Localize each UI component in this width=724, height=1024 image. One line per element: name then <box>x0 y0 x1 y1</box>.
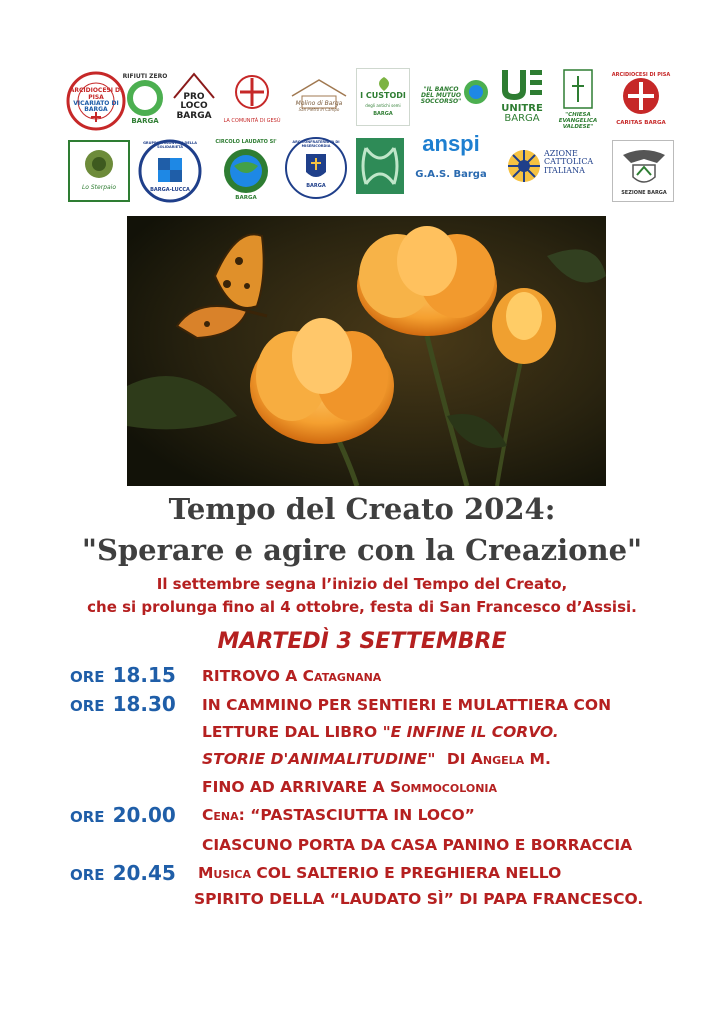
ore-label: ORE <box>70 808 105 826</box>
schedule-activity: Musica COL SALTERIO E PREGHIERA NELLO <box>198 864 562 882</box>
logo-text: ITALIANA <box>544 165 585 175</box>
logo-text: UNITRE <box>501 102 543 114</box>
logo-text: SEZIONE BARGA <box>621 190 667 196</box>
logo-text: CARITAS BARGA <box>616 119 666 126</box>
logo-gruppo-volontari-solidarieta <box>138 138 202 204</box>
book-title: "E INFINE IL CORVO. <box>382 723 559 741</box>
schedule-time <box>70 803 176 827</box>
logo-text: Molino di Barga <box>295 99 343 107</box>
logo-text: LA COMUNITÀ DI GESÙ <box>223 118 281 125</box>
sterpaio-tree-icon <box>70 142 130 202</box>
logo-text: BARGA-LUCCA <box>150 187 190 193</box>
logo-comunita-di-gesu <box>220 66 284 132</box>
ore-label: ORE <box>70 668 105 686</box>
activity-text: LETTURE DAL LIBRO <box>202 723 378 741</box>
logo-text: BARGA <box>306 183 326 189</box>
logo-unitre-barga <box>494 64 550 128</box>
logo-text: "CHIESA EVANGELICA <box>558 112 598 125</box>
logo-text: VALDESE" <box>562 123 594 130</box>
logo-lo-sterpaio <box>68 140 130 202</box>
logo-text: LOCO <box>180 101 208 112</box>
logo-cai-sezione-barga <box>612 140 674 202</box>
logo-text: "IL BANCO <box>423 85 459 93</box>
book-title: STORIE D'ANIMALITUDINE" <box>202 750 436 768</box>
logo-molino-di-barga <box>284 70 354 118</box>
logo-text: BARGA <box>176 110 212 121</box>
schedule-activity: FINO AD ARRIVARE A Sommocolonia <box>202 778 498 796</box>
logo-text: PRO <box>183 91 205 102</box>
logo-text: degli antichi semi <box>365 102 401 108</box>
activity-text: DI Angela M. <box>446 750 551 768</box>
page-title: Tempo del Creato 2024: <box>168 492 556 526</box>
schedule-activity: SPIRITO DELLA “LAUDATO SÌ” DI PAPA FRANCESCO. <box>194 890 644 908</box>
schedule-time <box>70 861 176 885</box>
logo-caritas-barga <box>610 66 672 132</box>
ore-label: ORE <box>70 697 105 715</box>
logo-il-banco-mutuo-soccorso <box>412 70 492 122</box>
logo-azione-cattolica <box>504 146 604 186</box>
time-value: 18.15 <box>112 663 176 687</box>
logo-rifiuti-zero-barga <box>122 68 168 132</box>
schedule-time <box>70 663 176 687</box>
logo-i-custodi <box>356 68 410 126</box>
schedule-time <box>70 692 176 716</box>
logo-anspi-gas-barga <box>408 134 494 190</box>
logo-text: BARGA <box>235 195 257 201</box>
logo-circolo-laudato-si <box>210 136 282 206</box>
time-value: 20.00 <box>112 803 176 827</box>
logo-text: Lo Sterpaio <box>81 183 117 191</box>
schedule-activity: RITROVO A Catagnana <box>202 667 382 685</box>
intro-line: che si prolunga fino al 4 ottobre, festa di San Francesco d’Assisi. <box>87 598 637 616</box>
logo-text: BARGA <box>131 117 159 126</box>
ore-label: ORE <box>70 866 105 884</box>
time-value: 18.30 <box>112 692 176 716</box>
butterfly-flower-illustration <box>127 216 606 486</box>
logo-arciconfraternita-misericordia <box>284 132 348 204</box>
logo-text: AZIONE <box>544 149 578 158</box>
logo-text: RIFIUTI ZERO <box>122 73 168 81</box>
logo-arcidiocesi-pisa-vicariato <box>66 70 126 132</box>
logo-text: CATTOLICA <box>544 157 594 167</box>
logo-text: BARGA <box>504 113 540 124</box>
schedule-activity: IN CAMMINO PER SENTIERI E MULATTIERA CON <box>202 696 612 714</box>
logo-chiesa-evangelica-valdese <box>550 66 606 134</box>
logo-text: CIRCOLO LAUDATO SI' <box>215 139 277 145</box>
butterfly-flower-photo <box>127 216 606 486</box>
logo-text: BARGA <box>373 111 393 118</box>
schedule-activity <box>202 723 559 741</box>
logo-text: DEL MUTUO SOCCORSO" <box>420 91 462 106</box>
logo-text: VICARIATO DI BARGA <box>73 100 119 114</box>
event-date: MARTEDÌ 3 SETTEMBRE <box>217 629 507 654</box>
logo-pro-loco-barga <box>168 66 220 132</box>
logo-text: G.A.S. Barga <box>415 169 487 180</box>
logo-text: anspi <box>422 134 480 156</box>
celtic-knot-icon <box>356 138 404 194</box>
page-subtitle: "Sperare e agire con la Creazione" <box>81 533 643 567</box>
schedule-activity: CIASCUNO PORTA DA CASA PANINO E BORRACCIA <box>202 836 633 854</box>
logo-text: ARCIDIOCESI DI PISA <box>611 72 671 79</box>
logo-text: ARCIDIOCESI DI PISA <box>69 87 123 101</box>
logo-text: I CUSTODI <box>360 91 406 101</box>
logo-celtic-knot <box>356 138 404 194</box>
schedule-activity: Cena: “PASTASCIUTTA IN LOCO” <box>202 806 475 824</box>
schedule-activity <box>202 750 551 768</box>
logo-text: GRUPPO VOLONTARI DELLA SOLIDARIETÀ <box>143 141 197 149</box>
intro-line: Il settembre segna l’inizio del Tempo del Creato, <box>156 575 568 593</box>
time-value: 20.45 <box>112 861 176 885</box>
logo-text: ARCICONFRATERNITA DI MISERICORDIA <box>292 140 340 148</box>
logo-text: San Pietro in Campo <box>298 107 340 112</box>
